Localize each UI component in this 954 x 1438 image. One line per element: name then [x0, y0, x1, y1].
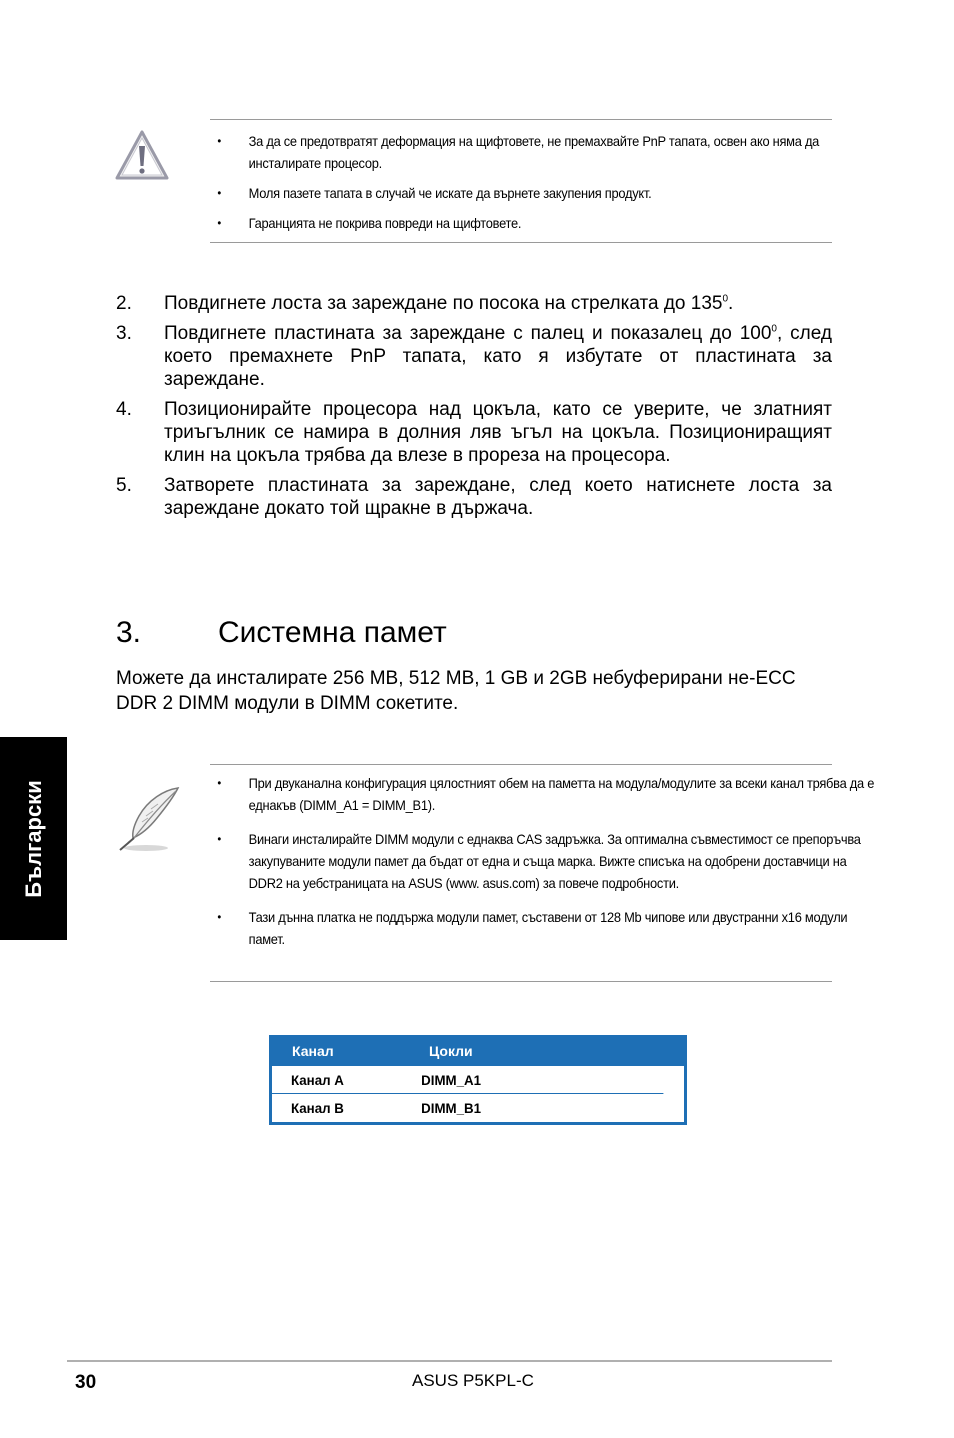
language-side-tab	[0, 737, 67, 940]
note-bottom-rule	[210, 981, 832, 982]
feather-note-icon	[112, 782, 186, 856]
table-body	[272, 1066, 684, 1122]
caution-top-rule	[210, 119, 832, 120]
column-header-sockets: Цокли	[429, 1042, 473, 1059]
section-number: 3.	[116, 616, 142, 649]
footer-product-title: ASUS P5KPL-C	[412, 1371, 534, 1390]
step-text: Повдигнете лоста за зареждане по посока на стрелката до 135	[164, 293, 723, 314]
footer-rule	[67, 1360, 832, 1362]
language-label: Български	[20, 779, 46, 898]
table-cell-channel: Канал В	[291, 1100, 344, 1116]
note-top-rule	[210, 764, 832, 765]
table-row	[272, 1094, 663, 1122]
section-title: Системна памет	[218, 616, 447, 649]
step-text: Позиционирайте процесора над цокъла, като се уверите, че златният триъгълник се намира в долния ляв ъгъл на цокъла. Позициониращият клин на цокъла трябва да влезе в прореза на процесора.	[164, 399, 832, 466]
caution-warning-icon	[113, 128, 171, 184]
step-number: 3.	[116, 323, 132, 344]
step-number: 5.	[116, 475, 132, 496]
step-text-tail: , след което премахнете PnP тапата, като я избутате от пластината за зареждане.	[164, 323, 832, 390]
step-number: 2.	[116, 293, 132, 314]
caution-item: • За да се предотвратят деформация на щифтовете, не премахвайте PnP тапата, освен ако няма да инсталирате процесор.	[210, 130, 874, 174]
column-header-channel: Канал	[292, 1042, 334, 1059]
table-row	[272, 1066, 663, 1094]
caution-item: • Гаранцията не покрива повреди на щифтовете.	[210, 212, 874, 234]
note-item: • Винаги инсталирайте DIMM модули с еднаква CAS задръжка. За оптимална съвместимост се препоръчва закупуваните модули памет да бъдат от една и съща марка. Вижте списъка на одобрени доставчици на DDR2 на уебстраницата на ASUS (www. asus.com) за повече подробности.	[210, 828, 874, 894]
section-intro: Можете да инсталирате 256 MB, 512 MB, 1 GB и 2GB небуферирани не-ECC DDR 2 DIMM модули в DIMM сокетите.	[116, 668, 796, 714]
step-item	[116, 322, 832, 391]
dimm-channel-table	[269, 1035, 687, 1125]
table-cell-channel: Канал А	[291, 1071, 344, 1088]
step-item	[116, 292, 832, 315]
degree-superscript: 0	[771, 323, 777, 335]
step-text: Повдигнете пластината за зареждане с палец и показалец до 100	[164, 323, 772, 344]
note-list	[210, 772, 875, 950]
step-text-tail: .	[728, 293, 734, 314]
step-text: Затворете пластината за зареждане, след което натиснете лоста за зареждане докато той щракне в държача.	[164, 475, 832, 519]
caution-item: • Моля пазете тапата в случай че искате да върнете закупения продукт.	[210, 182, 874, 204]
step-item	[116, 474, 832, 520]
table-cell-socket: DIMM_B1	[421, 1100, 482, 1116]
caution-list	[210, 130, 832, 234]
caution-bottom-rule	[210, 242, 832, 243]
step-number: 4.	[116, 399, 132, 420]
step-item	[116, 398, 832, 467]
table-cell-socket: DIMM_A1	[421, 1071, 482, 1088]
installation-steps	[116, 292, 832, 527]
note-item: • Тази дънна платка не поддържа модули памет, съставени от 128 Mb чипове или двустранни x16 модули памет.	[210, 906, 874, 950]
note-item: • При двуканална конфигурация цялостният обем на паметта на модула/модулите за всеки канал трябва да е еднакъв (DIMM_A1 = DIMM_B1).	[210, 772, 874, 816]
degree-superscript: 0	[722, 293, 729, 305]
table-header-row	[272, 1035, 684, 1066]
page-number: 30	[75, 1372, 97, 1393]
